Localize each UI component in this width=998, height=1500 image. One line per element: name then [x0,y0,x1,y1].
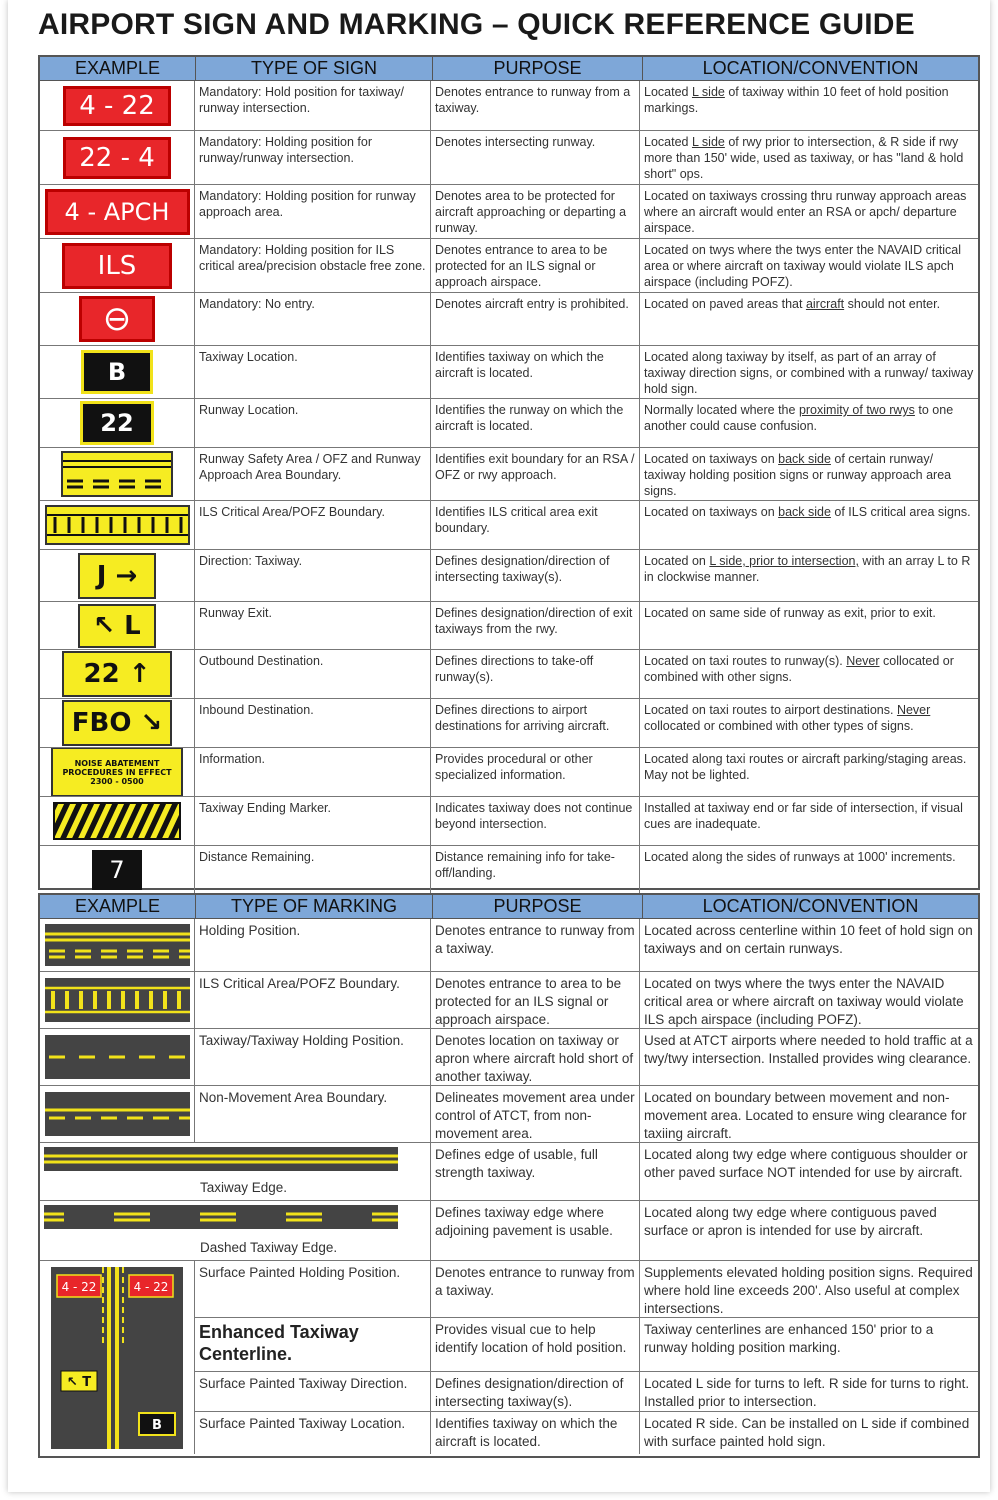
sign-type: Outbound Destination. [195,650,431,698]
table-row [40,797,978,846]
example-cell [40,81,195,130]
example-cell [40,448,195,500]
loc-underline: Never [896,703,931,717]
marking-location: Used at ATCT airports where needed to hold traffic at a twy/twy intersection. Installed provides wing clearance. [644,1033,973,1066]
outbound-destination-sign: 22 ↑ [62,651,172,697]
loc-text: collocated or combined with other signs. [644,654,954,684]
loc-text: Located on taxiways on [644,452,779,466]
table-row [40,185,978,239]
sign-purpose: Denotes entrance to area to be protected for an ILS signal or approach airspace. [431,239,640,292]
runway-location-sign: 22 [80,401,154,445]
marking-type: Holding Position. [195,919,431,971]
marking-purpose: Denotes entrance to area to be protected for an ILS signal or approach airspace. [431,972,640,1028]
marking-purpose: Defines edge of usable, full strength taxiway. [431,1143,640,1200]
header-purpose: PURPOSE [433,895,643,918]
example-cell [40,1261,195,1454]
example-cell [40,748,195,796]
marking-type: Surface Painted Taxiway Direction. [195,1372,431,1411]
header-example: EXAMPLE [40,57,196,80]
table-row [40,972,978,1029]
table-row [195,1412,978,1454]
loc-text: Located [644,135,692,149]
marking-location: Located along twy edge where contiguous paved surface or apron is intended for use by aircraft. [644,1205,937,1238]
taxiway-holding-marking [45,1035,190,1079]
marking-purpose: Denotes entrance to runway from a taxiway. [431,1261,640,1317]
header-example: EXAMPLE [40,895,196,918]
marking-location: Located across centerline within 10 feet of hold sign on taxiways and on certain runways. [644,923,973,956]
loc-underline: proximity of two rwys [798,403,915,417]
sign-type: Mandatory: No entry. [195,293,431,345]
loc-text: collocated or combined with other types of signs. [644,719,914,733]
table-row [40,846,978,893]
marking-purpose: Denotes entrance to runway from a taxiway. [431,919,640,971]
example-cell [40,797,195,845]
table-row [40,919,978,972]
table-row [40,448,978,501]
marking-type: Dashed Taxiway Edge. [200,1240,338,1255]
sign-type: Direction: Taxiway. [195,550,431,601]
example-cell [40,399,195,447]
loc-underline: back side [778,505,831,519]
inbound-destination-sign: FBO ↘ [62,700,172,746]
marking-location: Located L side for turns to left. R side for turns to right. Installed prior to intersection. [644,1376,970,1409]
marking-type: Enhanced Taxiway Centerline. [195,1318,431,1371]
sign-purpose: Indicates taxiway does not continue beyond intersection. [431,797,640,845]
loc-text: Located on taxi routes to runway(s). [644,654,847,668]
page-title: AIRPORT SIGN AND MARKING – QUICK REFERENCE GUIDE [38,8,915,41]
direction-sign: J → [78,553,156,599]
example-cell [40,1143,431,1200]
header-location: LOCATION/CONVENTION [702,58,919,78]
holding-position-marking [45,924,190,966]
information-sign: NOISE ABATEMENT PROCEDURES IN EFFECT 2300 - 0500 [51,748,183,796]
surface-direction-label: ↖ T [66,1374,92,1390]
surface-rows [195,1261,978,1454]
hold-sign-ils: ILS [62,243,172,289]
loc-text: Located on taxiways on [644,505,779,519]
loc-text: of certain runway/ taxiway holding position signs or runway approach area signs. [644,452,952,498]
loc-text: Located on paved areas that [644,297,806,311]
loc-underline: L side [691,85,725,99]
table-row [40,81,978,131]
taxiway-edge-marking [44,1147,398,1171]
example-cell [40,1201,431,1260]
sign-purpose: Defines directions to take-off runway(s). [431,650,640,698]
loc-underline: L side [691,135,725,149]
marking-purpose: Defines taxiway edge where adjoining pavement is usable. [431,1201,640,1260]
sign-type: Taxiway Location. [195,346,431,398]
surface-hold-label-left: 4 - 22 [61,1279,97,1294]
table-row [40,1029,978,1086]
marking-location: Located along twy edge where contiguous shoulder or other paved surface NOT intended for use by aircraft. [644,1147,968,1180]
loc-text: Located on [644,554,710,568]
sign-purpose: Defines directions to airport destinations for arriving aircraft. [431,699,640,747]
table-row [40,501,978,550]
header-purpose: PURPOSE [433,57,643,80]
sign-purpose: Identifies taxiway on which the aircraft is located. [431,346,640,398]
surface-hold-label-right: 4 - 22 [133,1279,169,1294]
sign-location [640,399,978,447]
sign-type: Mandatory: Holding position for ILS critical area/precision obstacle free zone. [195,239,431,292]
loc-text: should not enter. [844,297,941,311]
ils-boundary-marking [45,978,190,1022]
loc-text: of taxiway within 10 feet of hold position markings. [644,85,949,115]
sign-type: Taxiway Ending Marker. [195,797,431,845]
loc-underline: aircraft [805,297,845,311]
signs-header-row [40,57,978,81]
example-cell [40,501,195,549]
markings-table [38,893,980,1458]
reference-page [8,0,990,1492]
sign-type: Runway Exit. [195,602,431,649]
sign-type: Information. [195,748,431,796]
table-row [195,1261,978,1318]
surface-painted-markings-diagram [51,1267,183,1449]
table-row [40,602,978,650]
sign-location [640,81,978,130]
marking-location: Supplements elevated holding position signs. Required where hold line exceeds 200'. Also useful at complex intersections. [644,1265,973,1316]
header-type: TYPE OF MARKING [196,895,433,918]
rsa-boundary-sign [61,451,173,497]
no-entry-icon: ⊖ [79,296,155,342]
taxiway-location-sign: B [81,350,153,394]
example-cell [40,1086,195,1142]
sign-location [640,650,978,698]
ils-boundary-sign [45,505,190,545]
sign-type: Mandatory: Holding position for runway/runway intersection. [195,131,431,184]
marking-location: Located on boundary between movement and non-movement area. Located to ensure wing clearance for taxiing aircraft. [644,1090,967,1141]
marking-location: Taxiway centerlines are enhanced 150' prior to a runway holding position marking. [644,1322,934,1355]
markings-header-row [40,895,978,919]
sign-purpose: Denotes entrance to runway from a taxiway. [431,81,640,130]
taxiway-ending-marker [53,802,181,840]
table-row [40,748,978,797]
surface-location-label: B [152,1417,162,1433]
table-row [40,346,978,399]
sign-type: Runway Safety Area / OFZ and Runway Approach Area Boundary. [195,448,431,500]
sign-location [640,131,978,184]
marking-location: Located R side. Can be installed on L side if combined with surface painted hold sign. [644,1416,970,1449]
sign-location [640,699,978,747]
sign-location: Located on same side of runway as exit, prior to exit. [644,606,936,620]
marking-purpose: Defines designation/direction of intersecting taxiway(s). [431,1372,640,1411]
loc-text: Located on taxi routes to airport destinations. [644,703,897,717]
marking-type: Surface Painted Holding Position. [195,1261,431,1317]
sign-location [640,550,978,601]
sign-location [640,293,978,345]
example-cell [40,239,195,292]
sign-purpose: Provides procedural or other specialized information. [431,748,640,796]
loc-text: with an array L to R in clockwise manner. [644,554,971,584]
loc-text: Located [644,85,692,99]
sign-type: Mandatory: Hold position for taxiway/ runway intersection. [195,81,431,130]
marking-purpose: Provides visual cue to help identify location of hold position. [431,1318,640,1371]
marking-purpose: Identifies taxiway on which the aircraft is located. [431,1412,640,1454]
example-cell [40,650,195,698]
example-cell [40,919,195,971]
marking-type: Taxiway Edge. [200,1180,288,1195]
sign-type: Distance Remaining. [195,846,431,893]
distance-remaining-sign: 7 [92,850,142,890]
marking-type: Non-Movement Area Boundary. [195,1086,431,1142]
example-cell [40,550,195,601]
table-row [195,1318,978,1372]
example-cell [40,131,195,184]
signs-table [38,55,980,890]
sign-purpose: Defines designation/direction of intersecting taxiway(s). [431,550,640,601]
sign-location [640,448,978,500]
sign-type: ILS Critical Area/POFZ Boundary. [195,501,431,549]
example-cell [40,293,195,345]
marking-location: Located on twys where the twys enter the NAVAID critical area or where aircraft on taxiway would violate ILS apch airspace (including POFZ). [644,976,964,1027]
loc-text: to one another could cause confusion. [644,403,954,433]
surface-markings-group [40,1261,978,1454]
table-row [40,1143,978,1201]
marking-purpose: Denotes location on taxiway or apron where aircraft hold short of another taxiway. [431,1029,640,1085]
marking-purpose: Delineates movement area under control of ATCT, from non-movement area. [431,1086,640,1142]
example-cell [40,185,195,238]
marking-type: Surface Painted Taxiway Location. [195,1412,431,1454]
sign-type: Mandatory: Holding position for runway approach area. [195,185,431,238]
table-row [40,1086,978,1143]
non-movement-boundary-marking [45,1092,190,1136]
loc-text: Normally located where the [644,403,799,417]
sign-location: Located along the sides of runways at 1000' increments. [644,850,956,864]
sign-purpose: Identifies ILS critical area exit boundary. [431,501,640,549]
sign-purpose: Denotes aircraft entry is prohibited. [431,293,640,345]
sign-purpose: Identifies the runway on which the aircraft is located. [431,399,640,447]
sign-purpose: Defines designation/direction of exit taxiways from the rwy. [431,602,640,649]
sign-location: Located along taxiway by itself, as part of an array of taxiway direction signs, or combined with a runway/ taxiway hold sign. [644,350,974,396]
example-cell [40,346,195,398]
header-type: TYPE OF SIGN [196,57,433,80]
sign-location: Located on taxiways crossing thru runway approach areas where an aircraft would enter an RSA or apch/ departure airspace. [644,189,967,235]
table-row [40,1201,978,1261]
sign-type: Runway Location. [195,399,431,447]
sign-purpose: Denotes intersecting runway. [431,131,640,184]
table-row [40,699,978,748]
table-row [40,399,978,448]
table-row [40,239,978,293]
sign-location: Located along taxi routes or aircraft parking/staging areas. May not be lighted. [644,752,967,782]
sign-purpose: Distance remaining info for take-off/landing. [431,846,640,893]
loc-underline: back side [778,452,831,466]
sign-type: Inbound Destination. [195,699,431,747]
loc-underline: Never [846,654,880,668]
loc-underline: L side, prior to intersection, [709,554,859,568]
example-cell [40,972,195,1028]
marking-type: ILS Critical Area/POFZ Boundary. [195,972,431,1028]
sign-purpose: Identifies exit boundary for an RSA / OFZ or rwy approach. [431,448,640,500]
sign-location: Located on twys where the twys enter the NAVAID critical area or where aircraft on taxiway would violate ILS apch airspace (including POFZ). [644,243,962,289]
example-cell [40,699,195,747]
header-location: LOCATION/CONVENTION [702,896,919,916]
table-row [40,293,978,346]
runway-exit-sign: ↖ L [78,604,156,648]
table-row [40,650,978,699]
loc-text: of ILS critical area signs. [830,505,971,519]
table-row [195,1372,978,1412]
dashed-taxiway-edge-marking [44,1205,398,1229]
sign-location [640,501,978,549]
example-cell [40,846,195,893]
loc-text: of rwy prior to intersection, & R side if rwy more than 150' wide, used as taxiway, or has "land & hold short" ops. [644,135,964,181]
hold-sign-apch: 4 - APCH [45,189,190,235]
sign-location: Installed at taxiway end or far side of intersection, if visual cues are inadequate. [644,801,963,831]
example-cell [40,602,195,649]
table-row [40,550,978,602]
table-row [40,131,978,185]
example-cell [40,1029,195,1085]
marking-type: Taxiway/Taxiway Holding Position. [195,1029,431,1085]
hold-sign-4-22: 4 - 22 [63,86,171,126]
hold-sign-22-4: 22 - 4 [63,137,171,179]
sign-purpose: Denotes area to be protected for aircraft approaching or departing a runway. [431,185,640,238]
